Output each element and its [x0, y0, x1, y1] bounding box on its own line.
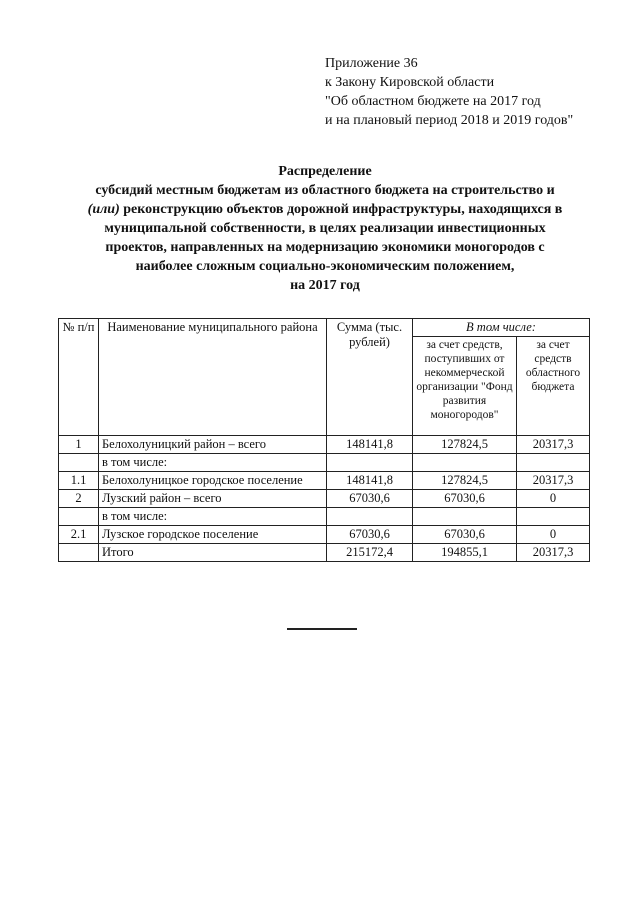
table-row: [59, 472, 590, 490]
table-total-row: [59, 544, 590, 562]
cell-fund: 127824,5: [413, 436, 517, 454]
header-sum: Сумма (тыс. рублей): [327, 319, 413, 436]
table-row: [59, 508, 590, 526]
cell-regional: [517, 508, 590, 526]
document-title: [40, 162, 610, 295]
title-line-rest: реконструкцию объектов дорожной инфраструктуры, находящихся в: [119, 202, 563, 217]
cell-fund: [413, 508, 517, 526]
cell-num: 2: [59, 490, 99, 508]
title-line: на 2017 год: [290, 278, 360, 293]
title-line-italic: (или): [87, 202, 120, 217]
cell-name: Белохолуницкий район – всего: [99, 436, 327, 454]
cell-num: 2.1: [59, 526, 99, 544]
cell-fund: 67030,6: [413, 490, 517, 508]
cell-sum: 67030,6: [327, 490, 413, 508]
appendix-line: "Об областном бюджете на 2017 год: [325, 94, 541, 109]
appendix-block: [325, 54, 625, 130]
title-line: муниципальной собственности, в целях реализации инвестиционных: [104, 221, 546, 236]
cell-fund: 194855,1: [413, 544, 517, 562]
cell-regional: 0: [517, 526, 590, 544]
table-header-row: [59, 319, 590, 337]
subsidy-table: [58, 318, 590, 562]
cell-name: Лузское городское поселение: [99, 526, 327, 544]
header-num: № п/п: [59, 319, 99, 436]
cell-fund: 127824,5: [413, 472, 517, 490]
cell-num: [59, 544, 99, 562]
appendix-line: Приложение 36: [325, 56, 418, 71]
cell-name: Итого: [99, 544, 327, 562]
appendix-line: и на плановый период 2018 и 2019 годов": [325, 113, 574, 128]
cell-num: 1.1: [59, 472, 99, 490]
end-divider: [287, 628, 357, 630]
title-line: наиболее сложным социально-экономическим положением,: [135, 259, 515, 274]
table-row: [59, 454, 590, 472]
cell-num: 1: [59, 436, 99, 454]
cell-fund: [413, 454, 517, 472]
title-line: [40, 200, 610, 219]
title-line: проектов, направленных на модернизацию экономики моногородов с: [105, 240, 545, 255]
title-heading: Распределение: [278, 164, 372, 179]
table-row: [59, 490, 590, 508]
cell-sum: [327, 508, 413, 526]
cell-sum: 67030,6: [327, 526, 413, 544]
header-regional: за счет средств областного бюджета: [517, 337, 590, 436]
cell-sum: [327, 454, 413, 472]
cell-name: Лузский район – всего: [99, 490, 327, 508]
header-fund: за счет средств, поступивших от некоммерческой организации "Фонд развития моногородов": [413, 337, 517, 436]
table-row: [59, 436, 590, 454]
cell-num: [59, 454, 99, 472]
table-row: [59, 526, 590, 544]
header-including: В том числе:: [413, 319, 590, 337]
title-line: субсидий местным бюджетам из областного бюджета на строительство и: [95, 183, 555, 198]
cell-name: в том числе:: [99, 508, 327, 526]
cell-regional: 20317,3: [517, 472, 590, 490]
cell-sum: 148141,8: [327, 472, 413, 490]
cell-num: [59, 508, 99, 526]
cell-name: Белохолуницкое городское поселение: [99, 472, 327, 490]
cell-regional: 20317,3: [517, 436, 590, 454]
header-name: Наименование муниципального района: [99, 319, 327, 436]
cell-regional: [517, 454, 590, 472]
cell-regional: 20317,3: [517, 544, 590, 562]
cell-regional: 0: [517, 490, 590, 508]
appendix-line: к Закону Кировской области: [325, 75, 495, 90]
cell-sum: 148141,8: [327, 436, 413, 454]
cell-fund: 67030,6: [413, 526, 517, 544]
cell-sum: 215172,4: [327, 544, 413, 562]
cell-name: в том числе:: [99, 454, 327, 472]
